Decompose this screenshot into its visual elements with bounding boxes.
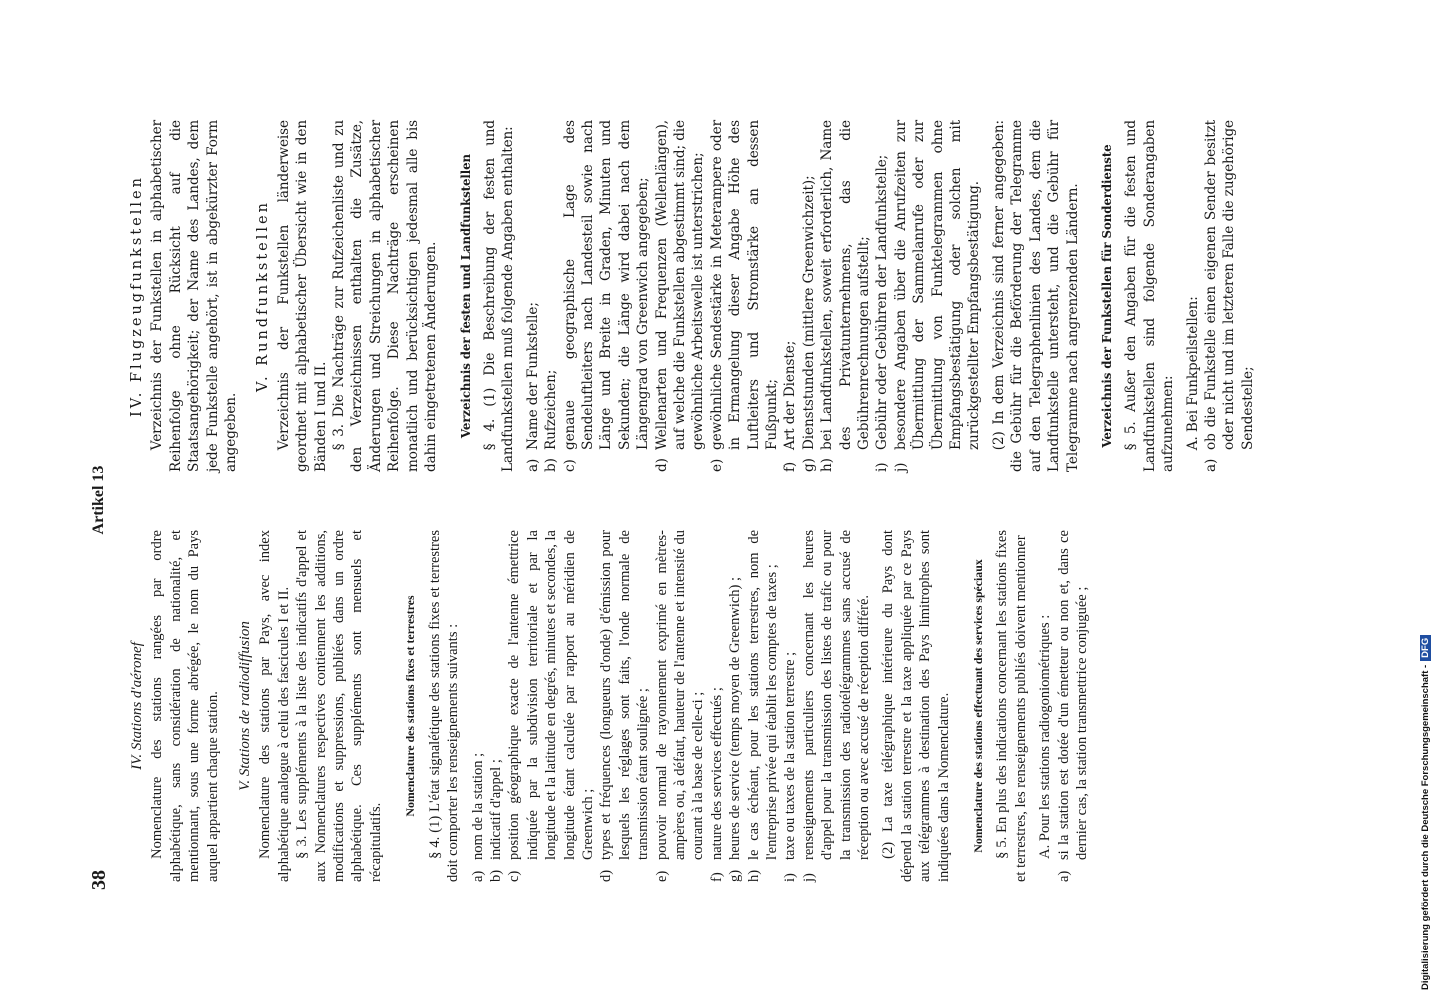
digitization-text: Digitalisierung gefördert durch die Deutsche Forschungsgemeinschaft - bbox=[1420, 664, 1431, 990]
list-item bbox=[745, 530, 782, 882]
item-text: heures de service (temps moyen de Greenwich) ; bbox=[727, 576, 744, 860]
paragraph: § 5. Außer den Angaben für die festen und Landfunkstellen sind folgende Sonderangaben aufzunehmen: bbox=[1123, 120, 1177, 472]
list-item bbox=[800, 120, 818, 472]
item-label: a) bbox=[524, 458, 541, 472]
list-item bbox=[653, 120, 708, 472]
list-item bbox=[873, 120, 891, 472]
list-item bbox=[818, 120, 873, 472]
page-header bbox=[88, 0, 116, 1000]
item-text: ob die Funkstelle einen eigenen Sender besitzt oder nicht und im letzteren Falle die zugehörige Sendestelle; bbox=[1202, 120, 1256, 450]
item-label: b) bbox=[543, 458, 560, 472]
paragraph: A. Bei Funkpeilstellen: bbox=[1184, 296, 1201, 451]
item-text: types et fréquences (longueurs d'onde) d'émission pour lesquels les réglages sont faits, l'onde normale de transmission étant soulignée ; bbox=[598, 530, 652, 860]
french-column bbox=[128, 530, 1092, 882]
item-text: Art der Dienste; bbox=[782, 340, 799, 450]
list-item bbox=[800, 530, 874, 882]
item-text: Wellenarten und Frequenzen (Wellenlängen), auf welche die Funkstellen abgestimmt sind; die gewöhnliche Arbeitswelle ist unterstrichen; bbox=[653, 120, 707, 450]
item-text: besondere Angaben über die Anrufzeiten zur Übermittlung der Sammelanrufe oder zur Übermittlung von Funktelegrammen ohne Empfangsbestätigung oder solchen mit zurückgestellter Empfangsbestätigung. bbox=[892, 120, 983, 450]
item-text: genaue geographische Lage des Sendeluftleiters nach Landesteil sowie nach Länge und Breite in Graden, Minuten und Sekunden; die Länge wird dabei nach dem Längengrad von Greenwich angegeben; bbox=[561, 120, 652, 450]
item-list bbox=[469, 530, 874, 882]
paragraph: § 3. Die Nachträge zur Rufzeichenliste und zu den Verzeichnissen enthalten die Zusätze, Änderungen und Streichungen in alphabetischer Reihenfolge. Diese Nachträge erscheinen monatlich und berücksichtigen jedesmal alle bis dahin eingetretenen Änderungen. bbox=[331, 120, 440, 472]
item-text: indicatif d'appel ; bbox=[487, 759, 504, 860]
item-text: Gebühr oder Gebühren der Landfunkstelle; bbox=[874, 154, 891, 450]
item-label: a) bbox=[1202, 458, 1219, 472]
item-label: a) bbox=[1055, 870, 1072, 882]
list-item bbox=[1055, 530, 1092, 882]
list-item bbox=[542, 120, 560, 472]
paragraph: § 3. Les suppléments à la liste des indicatifs d'appel et aux Nomenclatures respectives contiennent les additions, modifications et suppressions, publiées dans un ordre alphabétique. Ces suppléments sont mensuels et récapitulatifs. bbox=[294, 530, 384, 882]
item-label: d) bbox=[598, 869, 615, 882]
digitization-notice bbox=[1420, 10, 1434, 990]
paragraph: A. Pour les stations radiogoniométriques : bbox=[1037, 614, 1054, 859]
paragraph: Nomenclature des stations par Pays, avec index alphabétique analogue à celui des fascicules I et II. bbox=[257, 530, 292, 882]
item-label: d) bbox=[653, 458, 670, 472]
paragraph: Verzeichnis der Funkstellen länderweise geordnet mit alphabetischer Übersicht wie in den Bänden I und II. bbox=[275, 120, 329, 472]
subheading-special-services: Nomenclature des stations effectuant des services spéciaux bbox=[971, 559, 986, 853]
subheading-fixed-stations: Verzeichnis der festen und Landfunkstellen bbox=[458, 153, 473, 439]
item-label: g) bbox=[727, 869, 744, 882]
german-column bbox=[128, 120, 1257, 472]
item-text: Dienststunden (mittlere Greenwichzeit); bbox=[800, 175, 817, 450]
list-item bbox=[726, 530, 744, 882]
item-text: nature des services effectués ; bbox=[708, 687, 725, 860]
item-label: e) bbox=[708, 458, 725, 472]
list-item bbox=[469, 530, 487, 882]
subheading-special-services: Verzeichnis der Funkstellen für Sonderdienste bbox=[1099, 144, 1114, 448]
paragraph: (2) In dem Verzeichnis sind ferner angegeben: die Gebühr für die Beförderung der Telegramme auf den Telegraphenlinien des Landes, dem die Landfunkstelle untersteht, und die Gebühr für Telegramme nach angrenzenden Ländern. bbox=[990, 120, 1081, 472]
article-heading: Artikel 13 bbox=[90, 465, 107, 535]
item-label: e) bbox=[653, 870, 670, 882]
paragraph: § 4. (1) L'état signalétique des stations fixes et terrestres doit comporter les renseignements suivants : bbox=[426, 530, 462, 882]
item-text: bei Landfunkstellen, soweit erforderlich, Name des Privatunternehmens, das die Gebührenrechnungen aufstellt; bbox=[819, 120, 873, 450]
item-list bbox=[524, 120, 984, 472]
dfg-logo: DFG bbox=[1420, 635, 1431, 661]
list-item bbox=[505, 530, 597, 882]
paragraph: Verzeichnis der Funkstellen in alphabetischer Reihenfolge ohne Rücksicht auf die Staatsangehörigkeit; der Name des Landes, dem jede Funkstelle angehört, ist in abgekürzter Form angegeben. bbox=[149, 120, 240, 472]
item-text: si la station est dotée d'un émetteur ou non et, dans ce dernier cas, la station transmettrice conjuguée ; bbox=[1055, 530, 1091, 860]
list-item bbox=[1202, 120, 1257, 472]
paragraph: § 4. (1) Die Beschreibung der festen und Landfunkstellen muß folgende Angaben enthalten: bbox=[481, 120, 517, 472]
list-item bbox=[708, 530, 726, 882]
list-item bbox=[781, 120, 799, 472]
item-list bbox=[1055, 530, 1092, 882]
item-label: i) bbox=[874, 462, 891, 472]
list-item bbox=[487, 530, 505, 882]
item-text: Rufzeichen; bbox=[543, 369, 560, 450]
item-text: nom de la station ; bbox=[469, 752, 486, 860]
section-heading-broadcast-stations: V. Rundfunkstellen bbox=[255, 200, 272, 392]
list-item bbox=[653, 530, 708, 882]
item-text: taxe ou taxes de la station terrestre ; bbox=[782, 651, 799, 860]
item-text: position géographique exacte de l'antenne émettrice indiquée par la subdivision territoriale et par la longitude et la latitude en degrés, minutes et secondes, la longitude étant calculée par rapport au méridien de Greenwich ; bbox=[506, 530, 596, 860]
subheading-fixed-stations: Nomenclature des stations fixes et terrestres bbox=[403, 595, 418, 817]
item-label: c) bbox=[506, 870, 523, 882]
list-item bbox=[892, 120, 984, 472]
item-label: a) bbox=[469, 870, 486, 882]
page-number: 38 bbox=[88, 870, 110, 890]
item-label: j) bbox=[892, 462, 909, 472]
list-item bbox=[561, 120, 653, 472]
item-label: c) bbox=[561, 459, 578, 472]
item-label: h) bbox=[819, 458, 836, 472]
list-item bbox=[708, 120, 782, 472]
section-heading-aircraft-stations: IV. Stations d'aéronef bbox=[129, 642, 145, 770]
paragraph: Nomenclature des stations rangées par ordre alphabétique, sans considération de nationalité, et mentionnant, sous une forme abrégée, le nom du Pays auquel appartient chaque station. bbox=[149, 530, 221, 882]
item-label: b) bbox=[487, 869, 504, 882]
item-text: gewöhnliche Sendestärke in Meterampere oder in Ermangelung dieser Angabe Höhe des Luftleiters und Stromstärke an dessen Fußpunkt; bbox=[708, 120, 780, 450]
item-label: f) bbox=[782, 461, 799, 472]
item-text: pouvoir normal de rayonnement exprimé en mètres-ampères ou, à défaut, hauteur de l'antenne et intensité du courant à la base de celle-ci ; bbox=[653, 530, 707, 860]
section-heading-broadcast-stations: V. Stations de radiodiffusion bbox=[237, 621, 254, 791]
item-text: Name der Funkstelle; bbox=[524, 302, 541, 450]
item-label: i) bbox=[782, 873, 799, 882]
item-list bbox=[1202, 120, 1257, 472]
list-item bbox=[524, 120, 542, 472]
paragraph: § 5. En plus des indications concernant les stations fixes et terrestres, les renseignements publiés doivent mentionner bbox=[994, 530, 1029, 882]
paragraph: (2) La taxe télégraphique intérieure du Pays dont dépend la station terrestre et la taxe appliquée par ce Pays aux télégrammes à destination des Pays limitrophes sont indiquées dans la Nomenclature. bbox=[880, 530, 952, 882]
item-text: le cas échéant, pour les stations terrestres, nom de l'entreprise privée qui établit les comptes de taxes ; bbox=[745, 530, 780, 860]
item-label: j) bbox=[800, 873, 817, 882]
item-label: h) bbox=[745, 869, 762, 882]
item-text: renseignements particuliers concernant les heures d'appel pour la transmission des listes de trafic ou pour la transmission des radiotélégrammes sans accusé de réception ou avec accusé de réception différé. bbox=[800, 530, 873, 860]
list-item bbox=[597, 530, 652, 882]
list-item bbox=[781, 530, 799, 882]
item-label: g) bbox=[800, 458, 817, 472]
section-heading-aircraft-stations: IV. Flugzeugfunkstellen bbox=[129, 175, 145, 417]
item-label: f) bbox=[708, 872, 725, 882]
